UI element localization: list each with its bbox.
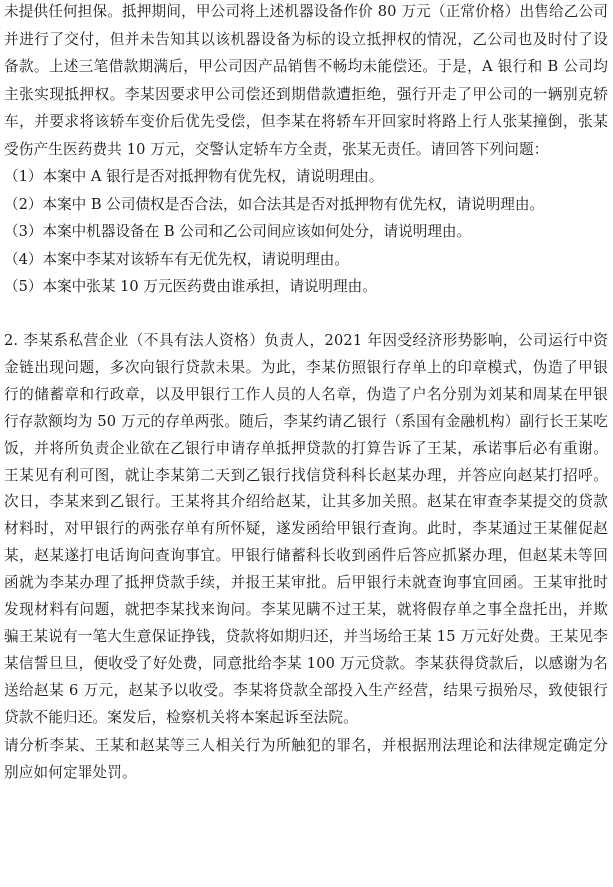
case1-paragraph: 未提供任何担保。抵押期间，甲公司将上述机器设备作价 80 万元（正常价格）出售给乙公司并进行了交付，但并未告知其以该机器设备为标的设立抵押权的情况，乙公司也及时付了设备款。上述三笔借款期满后，甲公司因产品销售不畅均未能偿还。于是，A 银行和 B 公司均主张实现抵押权。李某因要求甲公司偿还到期借款遭拒绝，强行开走了甲公司的一辆别克轿车，并要求将该轿车变价后优先受偿，但李某在将轿车开回家时将路上行人张某撞倒，张某受伤产生医药费共 10 万元，交警认定轿车方全责，张某无责任。请回答下列问题： (4, 3, 608, 158)
case1-question-5: （5）本案中张某 10 万元医药费由谁承担，请说明理由。 (4, 278, 377, 296)
case1-question-3: （3）本案中机器设备在 B 公司和乙公司间应该如何处分，请说明理由。 (4, 223, 472, 241)
section-spacer (4, 301, 608, 328)
case2-paragraph: 2. 李某系私营企业（不具有法人资格）负责人，2021 年因受经济形势影响，公司运行中资金链出现问题，多次向银行贷款未果。为此，李某仿照银行存单上的印章模式，伪造了甲银行的储蓄章和行政章，以及甲银行工作人员的人名章，伪造了户名分别为刘某和周某在甲银行存款额均为 50 万元的存单两张。随后，李某约请乙银行（系国有金融机构）副行长王某吃饭，并将所负责企业欲在乙银行申请存单抵押贷款的打算告诉了王某，承诺事后必有重谢。王某见有利可图，就让李某第二天到乙银行找信贷科科长赵某办理，并答应向赵某打招呼。次日，李某来到乙银行。王某将其介绍给赵某，让其多加关照。赵某在审查李某提交的贷款材料时，对甲银行的两张存单有所怀疑，遂发函给甲银行查询。此时，李某通过王某催促赵某，赵某遂打电话询问查询事宜。甲银行储蓄科长收到函件后答应抓紧办理，但赵某未等回函就为李某办理了抵押贷款手续，并报王某审批。后甲银行未就查询事宜回函。王某审批时发现材料有问题，就把李某找来询问。李某见瞒不过王某，就将假存单之事全盘托出，并欺骗王某说有一笔大生意保证挣钱，贷款将如期归还，并当场给王某 15 万元好处费。王某见李某信誓旦旦，便收受了好处费，同意批给李某 100 万元贷款。李某获得贷款后，以感谢为名送给赵某 6 万元，赵某予以收受。李某将贷款全部投入生产经营，结果亏损殆尽，致使银行贷款不能归还。案发后，检察机关将本案起诉至法院。 (4, 331, 608, 726)
case1-question-4: （4）本案中李某对该轿车有无优先权，请说明理由。 (4, 250, 349, 268)
case1-question-list (4, 163, 608, 301)
case1-question-1: （1）本案中 A 银行是否对抵押物有优先权，请说明理由。 (4, 168, 384, 185)
case2-final-question: 请分析李某、王某和赵某等三人相关行为所触犯的罪名，并根据刑法理论和法律规定确定分别应如何定罪处罚。 (4, 736, 608, 782)
case1-question-2: （2）本案中 B 公司债权是否合法，如合法其是否对抵押物有优先权，请说明理由。 (4, 195, 545, 213)
document-page (4, 0, 608, 787)
